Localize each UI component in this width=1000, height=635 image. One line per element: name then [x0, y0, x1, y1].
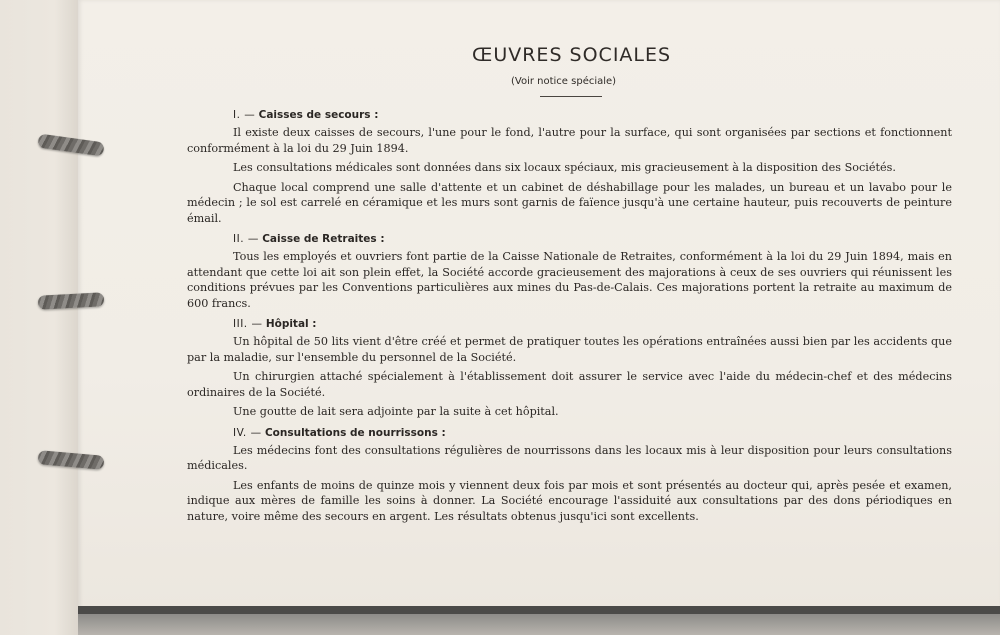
section-heading [187, 317, 952, 332]
section-heading [187, 108, 952, 123]
section-title: Hôpital : [265, 318, 317, 330]
section-caisse-de-retraites [187, 232, 952, 311]
paragraph: Une goutte de lait sera adjointe par la suite à cet hôpital. [233, 405, 559, 418]
section-title: Caisse de Retraites : [262, 233, 385, 245]
section-caisses-de-secours [187, 108, 952, 226]
paragraph: Les consultations médicales sont données dans six locaux spéciaux, mis gracieusement à la disposition des Sociétés. [233, 161, 896, 174]
title-divider [540, 96, 602, 97]
page-subtitle: (Voir notice spéciale) [511, 76, 617, 87]
section-heading [187, 426, 952, 441]
section-hopital [187, 317, 952, 420]
section-title: Caisses de secours : [258, 109, 379, 121]
section-number: IV. — [233, 426, 262, 439]
paragraph: Les enfants de moins de quinze mois y viennent deux fois par mois et sont présentés au docteur qui, après pesée et examen, indique aux mères de famille les soins à donner. La Société encourage l'assiduité aux consultations par des dons périodiques en nature, voire même des secours en argent. Les résultats obtenus jusqu'ici sont excellents. [187, 478, 952, 523]
album-bottom-strip [78, 614, 1000, 635]
paragraph: Les médecins font des consultations régulières de nourrissons dans les locaux mis à leur disposition pour leurs consultations médicales. [187, 443, 952, 472]
page-bottom-edge [78, 606, 1000, 614]
paragraph: Chaque local comprend une salle d'attente et un cabinet de déshabillage pour les malades, un bureau et un lavabo pour le médecin ; le sol est carrelé en céramique et les murs sont garnis de faïence jusqu'à une certaine hauteur, puis recouverts de peinture émail. [187, 180, 952, 225]
section-number: I. — [233, 109, 256, 121]
paragraph: Il existe deux caisses de secours, l'une pour le fond, l'autre pour la surface, qui sont organisées par sections et fonctionnent conformément à la loi du 29 Juin 1894. [187, 126, 952, 155]
section-number: III. — [233, 318, 263, 330]
section-consultations-de-nourrissons [187, 426, 952, 525]
section-title: Consultations de nourrissons : [264, 426, 446, 439]
page-title: ŒUVRES SOCIALES [472, 44, 672, 66]
section-heading [187, 232, 952, 247]
section-number: II. — [233, 233, 259, 245]
album-left-flap [0, 0, 79, 635]
paragraph: Un hôpital de 50 lits vient d'être créé et permet de pratiquer toutes les opérations entraînées aussi bien par les accidents que par la maladie, sur l'ensemble du personnel de la Société. [187, 335, 952, 364]
paragraph: Tous les employés et ouvriers font partie de la Caisse Nationale de Retraites, conformément à la loi du 29 Juin 1894, mais en attendant que cette loi ait son plein effet, la Société accorde gracieusement des majorations à ceux de ses ouvriers qui réunissent les conditions prévues par les Conventions particulières aux mines du Pas-de-Calais. Ces majorations portent la retraite au maximum de 600 francs. [187, 250, 952, 310]
document-body [187, 108, 952, 528]
paragraph: Un chirurgien attaché spécialement à l'établissement doit assurer le service avec l'aide du médecin-chef et des médecins ordinaires de la Société. [187, 370, 952, 399]
